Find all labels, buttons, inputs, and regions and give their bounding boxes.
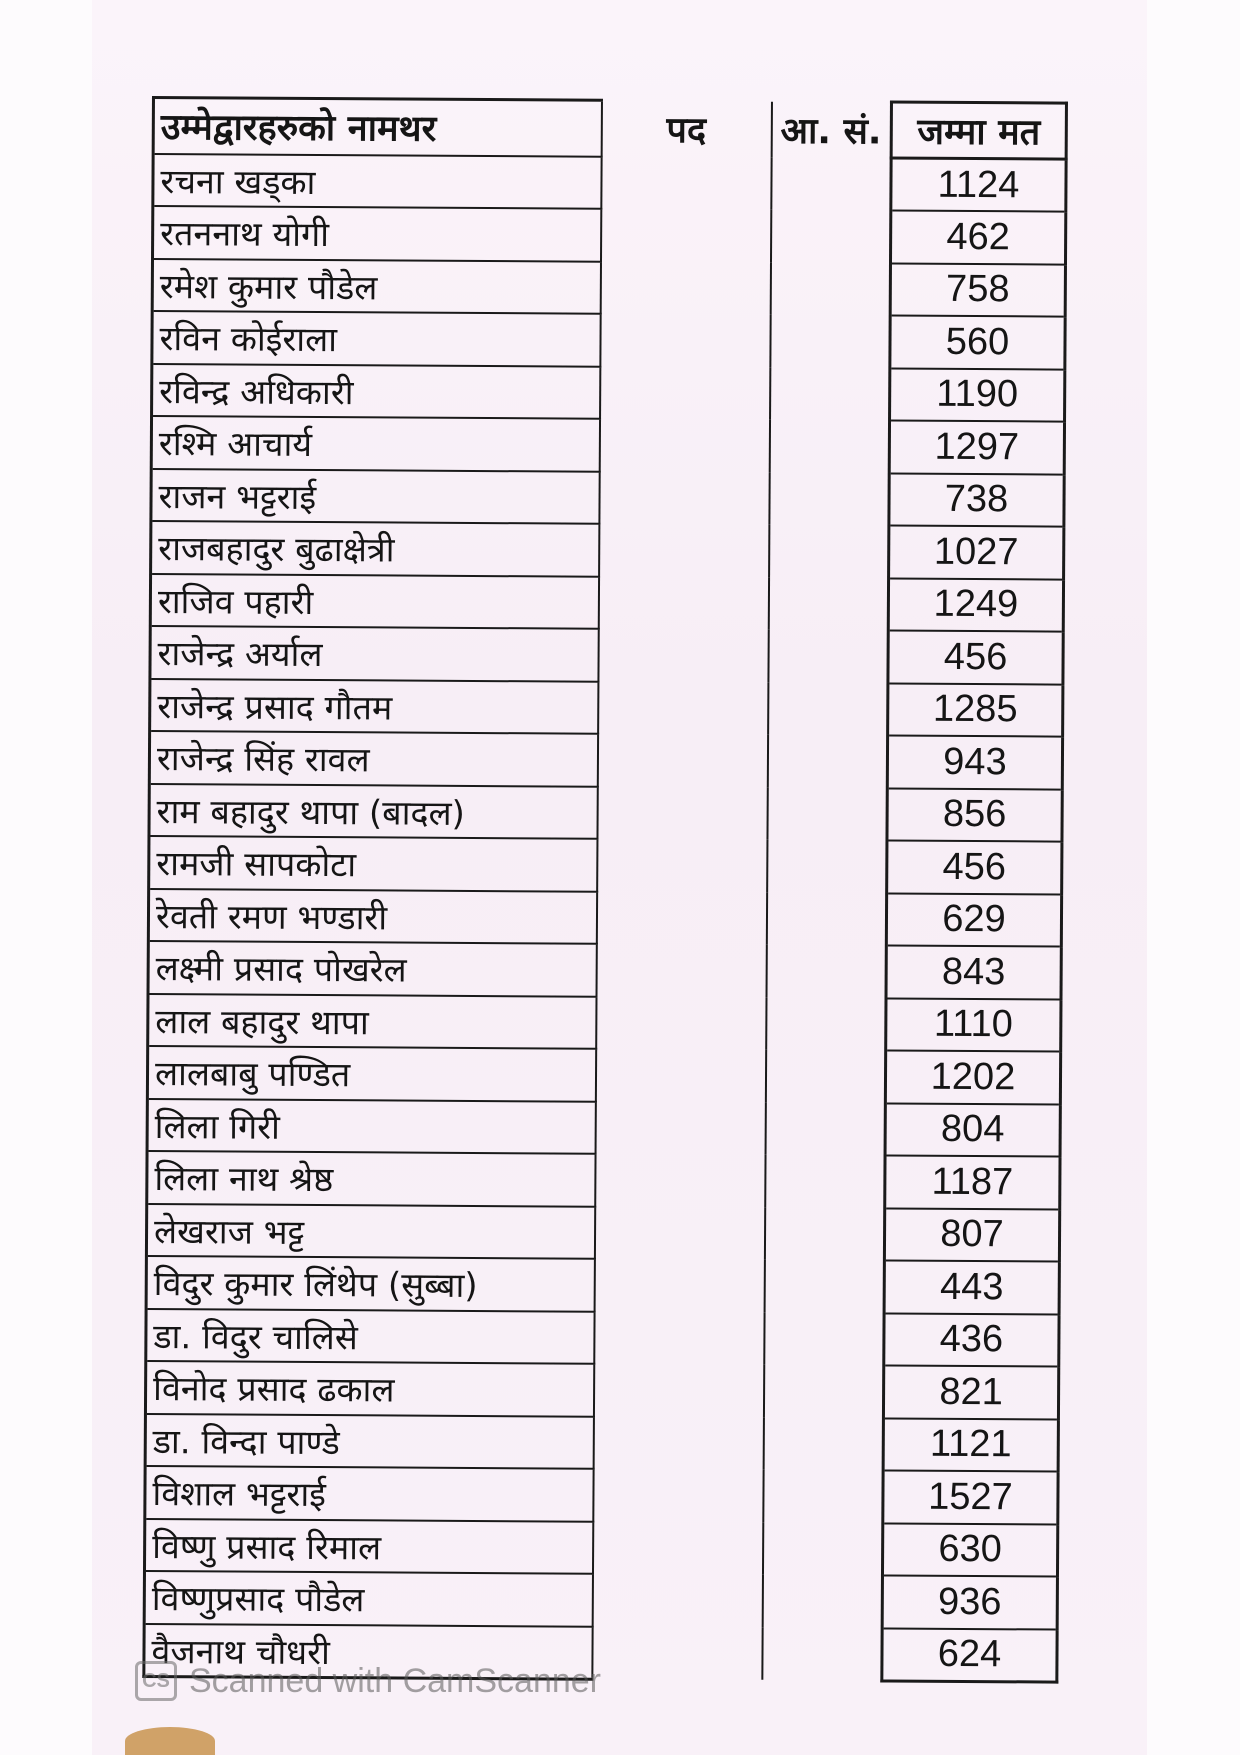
table-row xyxy=(146,1256,1059,1314)
table-row xyxy=(152,259,1065,317)
total-votes-cell: 436 xyxy=(884,1313,1059,1367)
candidate-name-cell: रविन कोईराला xyxy=(152,311,600,366)
post-cell xyxy=(600,314,770,368)
table-row xyxy=(147,1151,1060,1209)
code-cell xyxy=(763,1365,883,1418)
code-cell xyxy=(766,997,886,1050)
total-votes-cell: 943 xyxy=(887,736,1062,790)
post-cell xyxy=(598,629,768,683)
post-cell xyxy=(597,786,767,840)
code-cell xyxy=(769,420,889,473)
total-votes-cell: 738 xyxy=(889,473,1064,527)
table-row xyxy=(150,626,1063,684)
code-cell xyxy=(762,1522,882,1575)
code-cell xyxy=(770,367,890,420)
total-votes-cell: 1249 xyxy=(888,578,1063,632)
code-cell xyxy=(769,472,889,525)
code-cell xyxy=(762,1575,882,1628)
code-cell xyxy=(770,315,890,368)
post-cell xyxy=(594,1311,764,1365)
code-cell xyxy=(765,1102,885,1155)
table-row xyxy=(145,1361,1058,1419)
total-votes-cell: 1297 xyxy=(889,421,1064,475)
post-cell xyxy=(593,1416,763,1470)
total-votes-cell: 624 xyxy=(882,1628,1057,1682)
candidate-name-cell: राम बहादुर थापा (बादल) xyxy=(149,783,597,838)
vote-results-table xyxy=(142,96,1068,1683)
total-votes-cell: 1285 xyxy=(888,683,1063,737)
post-cell xyxy=(600,209,770,263)
candidate-name-cell: लक्ष्मी प्रसाद पोखरेल xyxy=(148,941,596,996)
table-row xyxy=(153,154,1066,212)
total-votes-cell: 1027 xyxy=(889,526,1064,580)
candidate-name-cell: लाल बहादुर थापा xyxy=(148,993,596,1048)
scan-margin-left xyxy=(0,0,92,1755)
table-row xyxy=(148,993,1061,1051)
table-row xyxy=(148,888,1061,946)
table-row xyxy=(151,469,1064,527)
post-cell xyxy=(597,839,767,893)
post-cell xyxy=(599,471,769,525)
total-votes-cell: 1202 xyxy=(885,1050,1060,1104)
candidate-name-cell: रविन्द्र अधिकारी xyxy=(152,364,600,419)
post-cell xyxy=(595,1101,765,1155)
candidate-name-cell: राजेन्द्र प्रसाद गौतम xyxy=(150,678,598,733)
candidate-name-cell: रश्मि आचार्य xyxy=(151,416,599,471)
total-votes-cell: 936 xyxy=(882,1575,1057,1629)
table-row xyxy=(145,1466,1058,1524)
candidate-name-cell: रेवती रमण भण्डारी xyxy=(148,888,596,943)
code-cell xyxy=(767,840,887,893)
total-votes-cell: 456 xyxy=(887,841,1062,895)
header-candidate-name: उम्मेद्वारहरुको नामथर xyxy=(153,98,601,157)
post-cell xyxy=(598,681,768,735)
candidate-name-cell: राजन भट्टराई xyxy=(151,469,599,524)
table-row xyxy=(151,521,1064,579)
candidate-name-cell: लिला गिरी xyxy=(147,1098,595,1153)
candidate-name-cell: रामजी सापकोटा xyxy=(149,836,597,891)
table-row xyxy=(148,941,1061,999)
code-cell xyxy=(764,1260,884,1313)
code-cell xyxy=(768,630,888,683)
code-cell xyxy=(767,787,887,840)
total-votes-cell: 758 xyxy=(890,263,1065,317)
candidate-name-cell: विनोद प्रसाद ढकाल xyxy=(145,1361,593,1416)
table-row xyxy=(152,364,1065,422)
post-cell xyxy=(600,366,770,420)
table-row xyxy=(147,1046,1060,1104)
post-cell xyxy=(599,419,769,473)
candidate-name-cell: लेखराज भट्ट xyxy=(146,1203,594,1258)
post-cell xyxy=(596,944,766,998)
code-cell xyxy=(765,1155,885,1208)
code-cell xyxy=(763,1417,883,1470)
scan-margin-right xyxy=(1147,0,1240,1755)
total-votes-cell: 843 xyxy=(886,946,1061,1000)
header-post: पद xyxy=(666,110,707,152)
post-cell xyxy=(595,1049,765,1103)
table-row xyxy=(149,731,1062,789)
code-cell xyxy=(764,1312,884,1365)
post-cell xyxy=(596,996,766,1050)
candidate-name-cell: राजेन्द्र अर्याल xyxy=(150,626,598,681)
table-row xyxy=(152,311,1065,369)
candidate-name-cell: राजिव पहारी xyxy=(150,574,598,629)
post-cell xyxy=(595,1154,765,1208)
total-votes-cell: 462 xyxy=(890,211,1065,265)
header-total-votes: जम्मा मत xyxy=(891,102,1066,159)
table-row xyxy=(144,1518,1057,1576)
post-cell xyxy=(599,524,769,578)
code-cell xyxy=(768,577,888,630)
total-votes-cell: 804 xyxy=(885,1103,1060,1157)
code-cell xyxy=(769,525,889,578)
code-cell xyxy=(771,157,891,210)
total-votes-cell: 856 xyxy=(887,788,1062,842)
total-votes-cell: 807 xyxy=(884,1208,1059,1262)
code-cell xyxy=(770,262,890,315)
code-cell xyxy=(765,1050,885,1103)
results-sheet xyxy=(142,96,1065,1676)
camscanner-watermark xyxy=(135,1658,601,1704)
table-row xyxy=(146,1308,1059,1366)
table-row xyxy=(150,678,1063,736)
candidate-name-cell: विष्णु प्रसाद रिमाल xyxy=(144,1518,592,1573)
code-cell xyxy=(770,210,890,263)
candidate-name-cell: रचना खड्का xyxy=(153,154,601,209)
table-row xyxy=(149,783,1062,841)
total-votes-cell: 1527 xyxy=(883,1470,1058,1524)
watermark-text: Scanned with CamScanner xyxy=(189,1661,602,1700)
code-cell xyxy=(763,1470,883,1523)
candidate-name-cell: रमेश कुमार पौडेल xyxy=(152,259,600,314)
total-votes-cell: 1190 xyxy=(890,368,1065,422)
total-votes-cell: 630 xyxy=(882,1523,1057,1577)
total-votes-cell: 1187 xyxy=(885,1155,1060,1209)
table-row xyxy=(145,1413,1058,1471)
header-code: आ. सं. xyxy=(771,101,891,158)
table-header-row xyxy=(153,98,1066,160)
post-cell xyxy=(598,576,768,630)
code-cell xyxy=(768,682,888,735)
total-votes-cell: 1121 xyxy=(883,1418,1058,1472)
code-cell xyxy=(762,1627,882,1680)
candidate-name-cell: लिला नाथ श्रेष्ठ xyxy=(147,1151,595,1206)
table-row xyxy=(146,1203,1059,1261)
table-row xyxy=(150,574,1063,632)
post-cell xyxy=(593,1364,763,1418)
candidate-name-cell: राजबहादुर बुढाक्षेत्री xyxy=(151,521,599,576)
total-votes-cell: 443 xyxy=(884,1260,1059,1314)
total-votes-cell: 1110 xyxy=(886,998,1061,1052)
post-cell xyxy=(592,1626,762,1680)
table-row xyxy=(153,206,1066,264)
candidate-name-cell: राजेन्द्र सिंह रावल xyxy=(149,731,597,786)
post-cell xyxy=(601,156,771,210)
candidate-name-cell: विशाल भट्टराई xyxy=(145,1466,593,1521)
camscanner-logo-icon: CS xyxy=(135,1661,177,1701)
post-cell xyxy=(593,1469,763,1523)
total-votes-cell: 629 xyxy=(886,893,1061,947)
code-cell xyxy=(766,945,886,998)
table-row xyxy=(151,416,1064,474)
thumb-smudge xyxy=(125,1727,215,1755)
table-row xyxy=(144,1571,1057,1629)
code-cell xyxy=(767,735,887,788)
candidate-name-cell: डा. विदुर चालिसे xyxy=(146,1308,594,1363)
total-votes-cell: 821 xyxy=(883,1365,1058,1419)
candidate-name-cell: डा. विन्दा पाण्डे xyxy=(145,1413,593,1468)
post-cell xyxy=(596,891,766,945)
candidate-name-cell: लालबाबु पण्डित xyxy=(147,1046,595,1101)
table-row xyxy=(147,1098,1060,1156)
candidate-name-cell: विदुर कुमार लिंथेप (सुब्बा) xyxy=(146,1256,594,1311)
post-cell xyxy=(592,1521,762,1575)
total-votes-cell: 456 xyxy=(888,631,1063,685)
candidate-name-cell: विष्णुप्रसाद पौडेल xyxy=(144,1571,592,1626)
post-cell xyxy=(592,1574,762,1628)
post-cell xyxy=(597,734,767,788)
total-votes-cell: 560 xyxy=(890,316,1065,370)
code-cell xyxy=(764,1207,884,1260)
candidate-name-cell: रतननाथ योगी xyxy=(153,206,601,261)
post-cell xyxy=(594,1259,764,1313)
table-row xyxy=(149,836,1062,894)
post-cell xyxy=(594,1206,764,1260)
candidate-name-cell: वैजनाथ चौधरी xyxy=(144,1623,592,1678)
code-cell xyxy=(766,892,886,945)
total-votes-cell: 1124 xyxy=(891,158,1066,212)
post-cell xyxy=(600,261,770,315)
